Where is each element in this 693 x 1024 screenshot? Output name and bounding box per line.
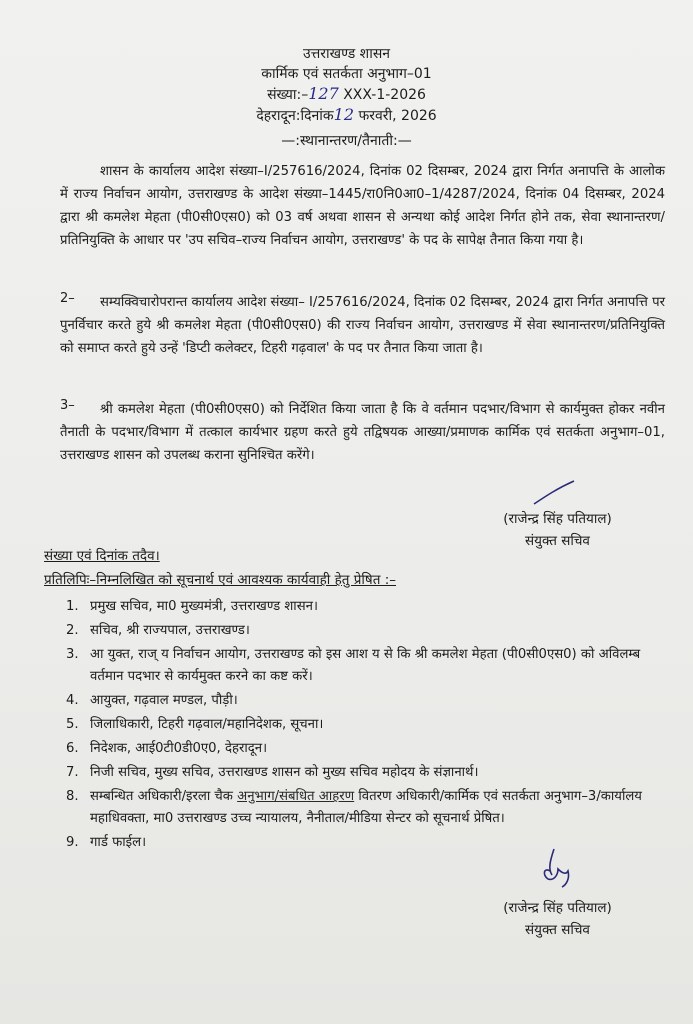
handwritten-date: 12: [333, 105, 355, 124]
signature-block-1: [470, 508, 645, 552]
copy-intro: [44, 570, 396, 588]
signature-stroke-1: [530, 478, 580, 508]
copy-heading: संख्या एवं दिनांक तदैव।: [44, 548, 160, 564]
signatory-name: (राजेन्द्र सिंह पतियाल): [503, 511, 612, 527]
order-date: देहरादून:दिनांक12 फरवरी, 2026: [256, 105, 437, 124]
list-item: 2. सचिव, श्री राज्यपाल, उत्तराखण्ड।: [66, 623, 250, 638]
list-item: 5. जिलाधिकारी, टिहरी गढ़वाल/महानिदेशक, सूचना।: [66, 717, 324, 732]
signatory-name: (राजेन्द्र सिंह पतियाल): [503, 900, 612, 916]
underlined-text: अनुभाग/संबधित आहरण: [237, 789, 355, 804]
paragraph-3: श्री कमलेश मेहता (पी0सी0एस0) को निर्देशित किया जाता है कि वे वर्तमान पदभार/विभाग से कार्यमुक्त होकर नवीन तैनाती के पदभार/विभाग में तत्काल कार्यभार ग्रहण करते हुये तद्विषयक आख्या/प्रमाणक कार्मिक एवं सतर्कता अनुभाग–01, उत्तराखण्ड शासन को उपलब्ध कराना सुनिश्चित करेंगे।: [60, 402, 665, 463]
signature-block-2: [470, 897, 645, 941]
paragraph-3-number: 3–: [60, 398, 75, 413]
list-item: 6. निदेशक, आई0टी0डी0ए0, देहरादून।: [66, 741, 268, 756]
copy-intro-text: प्रतिलिपिः–निम्नलिखित को सूचनार्थ एवं आवश्यक कार्यवाही हेतु प्रेषित :–: [44, 572, 396, 588]
signature-initials-2: [540, 845, 580, 890]
list-item: 1. प्रमुख सचिव, मा0 मुख्यमंत्री, उत्तराखण्ड शासन।: [66, 599, 318, 614]
copy-list: [50, 596, 670, 856]
government-name: उत्तराखण्ड शासन: [302, 46, 391, 62]
order-subject: —:स्थानान्तरण/तैनाती:—: [281, 133, 412, 149]
signatory-designation: संयुक्त सचिव: [525, 922, 590, 938]
list-item: 4. आयुक्त, गढ़वाल मण्डल, पौड़ी।: [66, 693, 238, 708]
signatory-designation: संयुक्त सचिव: [525, 533, 590, 549]
order-number: संख्या:–127 XXX-1-2026: [267, 84, 426, 103]
list-item: 3. आ युक्त, राज् य निर्वाचन आयोग, उत्तराखण्ड को इस आश य से कि श्री कमलेश मेहता (पी0सी0एस0) को अविलम्ब वर्तमान पदभार से कार्यमुक्त करने का कष्ट करें।: [66, 647, 641, 684]
handwritten-number: 127: [308, 84, 339, 103]
list-item: 9. गार्ड फाईल।: [66, 835, 147, 850]
list-item: 7. निजी सचिव, मुख्य सचिव, उत्तराखण्ड शासन को मुख्य सचिव महोदय के संज्ञानार्थ।: [66, 765, 479, 780]
document-header: [0, 44, 693, 126]
department-name: कार्मिक एवं सतर्कता अनुभाग–01: [261, 66, 432, 82]
paragraph-1: शासन के कार्यालय आदेश संख्या–I/257616/2024, दिनांक 02 दिसम्बर, 2024 द्वारा निर्गत अनापत्ति के आलोक में राज्य निर्वाचन आयोग, उत्तराखण्ड के आदेश संख्या–1445/रा0नि0आ0–1/4287/2024, दिनांक 04 दिसम्बर, 2024 द्वारा श्री कमलेश मेहता (पी0सी0एस0) को 03 वर्ष अथवा शासन से अन्यथा कोई आदेश निर्गत होने तक, सेवा स्थानान्तरण/प्रतिनियुक्ति के आधार पर 'उप सचिव–राज्य निर्वाचन आयोग, उत्तराखण्ड' के पद के सापेक्ष तैनात किया गया है।: [60, 164, 665, 248]
list-item: 8. सम्बन्धित अधिकारी/इरला चैक अनुभाग/संबधित आहरण वितरण अधिकारी/कार्मिक एवं सतर्कता अनुभाग–3/कार्यालय महाधिवक्ता, मा0 उत्तराखण्ड उच्च न्यायालय, नैनीताल/मीडिया सेन्टर को सूचनार्थ प्रेषित।: [66, 789, 642, 826]
paragraph-2-number: 2–: [60, 291, 75, 306]
paragraph-2: सम्यक्विचारोपरान्त कार्यालय आदेश संख्या– I/257616/2024, दिनांक 02 दिसम्बर, 2024 द्वारा निर्गत अनापत्ति पर पुनर्विचार करते हुये श्री कमलेश मेहता (पी0सी0एस0) की राज्य निर्वाचन आयोग, उत्तराखण्ड में सेवा स्थानान्तरण/प्रतिनियुक्ति को समाप्त करते हुये उन्हें 'डिप्टी कलेक्टर, टिहरी गढ़वाल' के पद पर तैनात किया जाता है।: [60, 295, 665, 356]
